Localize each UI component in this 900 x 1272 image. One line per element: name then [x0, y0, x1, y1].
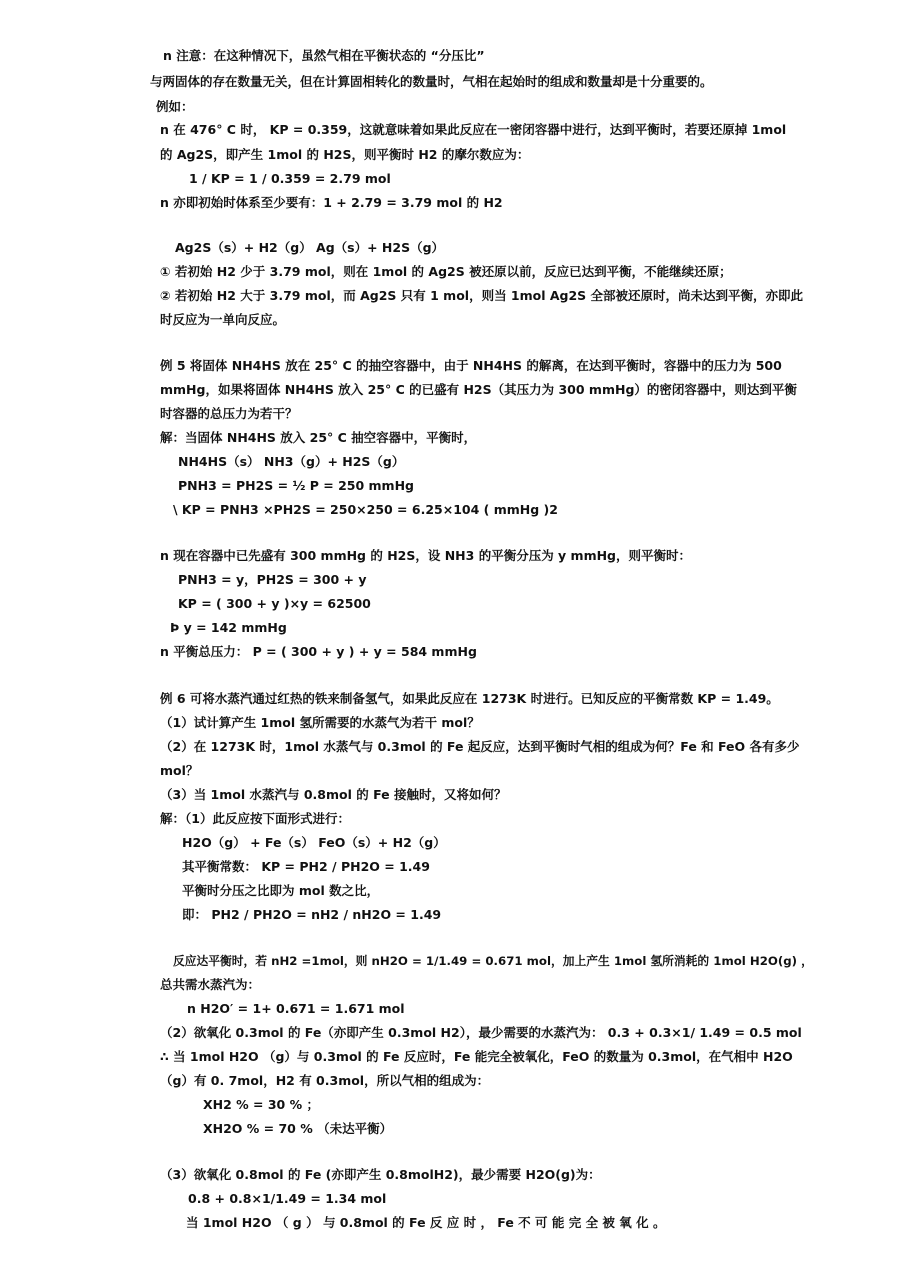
question-2-cont: mol？ [160, 763, 199, 778]
text-line: 总共需水蒸汽为： [160, 977, 261, 992]
example-5-line-1: 例 5 将固体 NH4HS 放在 25° C 的抽空容器中，由于 NH4HS 的解离，在达到平衡时，容器中的压力为 500 [160, 358, 782, 373]
text-line: 的 Ag2S，即产生 1mol 的 H2S，则平衡时 H2 的摩尔数应为： [160, 147, 530, 162]
reaction-equation: NH4HS（s） NH3（g）+ H2S（g） [178, 454, 405, 469]
question-1: （1）试计算产生 1mol 氢所需要的水蒸气为若干 mol？ [160, 715, 480, 730]
equation-line: PNH3 = y，PH2S = 300 + y [178, 572, 367, 587]
text-line-justified: 当 1mol H2O （ g ） 与 0.8mol 的 Fe 反 应 时 ， Fe 不 可 能 完 全 被 氧 化 。 [186, 1215, 666, 1230]
text-line: 平衡时分压之比即为 mol 数之比， [182, 883, 380, 898]
text-line: n 亦即初始时体系至少要有：1 + 2.79 = 3.79 mol 的 H2 [160, 195, 503, 210]
case-1-line: ① 若初始 H2 少于 3.79 mol，则在 1mol 的 Ag2S 被还原以前，反应已达到平衡，不能继续还原； [160, 264, 732, 279]
solution-line: 解：当固体 NH4HS 放入 25° C 抽空容器中，平衡时， [160, 430, 477, 445]
solution-line: 解：（1）此反应按下面形式进行： [160, 811, 350, 826]
equation-line: XH2 % = 30 % ； [203, 1097, 319, 1112]
equation-line: Þ y = 142 mmHg [170, 620, 287, 635]
case-2-line: ② 若初始 H2 大于 3.79 mol，而 Ag2S 只有 1 mol，则当 1mol Ag2S 全部被还原时，尚未达到平衡，亦即此 [160, 288, 804, 303]
equation-line: 其平衡常数： KP = PH2 / PH2O = 1.49 [182, 859, 430, 874]
equation-line: XH2O % = 70 % （未达平衡） [203, 1121, 393, 1136]
equation-line: 即： PH2 / PH2O = nH2 / nH2O = 1.49 [182, 907, 442, 922]
example-5-line-3: 时容器的总压力为若干？ [160, 406, 298, 421]
equation-line: \ KP = PNH3 ×PH2S = 250×250 = 6.25×104 ( mmHg )2 [173, 502, 558, 517]
question-2: （2）在 1273K 时，1mol 水蒸气与 0.3mol 的 Fe 起反应，达到平衡时气相的组成为何？Fe 和 FeO 各有多少 [160, 739, 800, 754]
note-line-1: n 注意：在这种情况下，虽然气相在平衡状态的 “分压比” [163, 48, 485, 63]
text-line: n 平衡总压力： P = ( 300 + y ) + y = 584 mmHg [160, 644, 477, 659]
answer-3-line: （3）欲氧化 0.8mol 的 Fe (亦即产生 0.8molH2)，最少需要 H2O(g)为： [160, 1167, 601, 1182]
text-line: n 现在容器中已先盛有 300 mmHg 的 H2S，设 NH3 的平衡分压为 y mmHg，则平衡时： [160, 548, 692, 563]
equation-line: 1 / KP = 1 / 0.359 = 2.79 mol [189, 171, 391, 186]
reaction-equation: Ag2S（s）+ H2（g） Ag（s）+ H2S（g） [175, 240, 445, 255]
text-line: （g）有 0. 7mol，H2 有 0.3mol，所以气相的组成为： [160, 1073, 490, 1088]
text-line: 反应达平衡时，若 nH2 =1mol，则 nH2O = 1/1.49 = 0.671 mol，加上产生 1mol 氢所消耗的 1mol H2O(g) ， [173, 954, 813, 968]
question-3: （3）当 1mol 水蒸汽与 0.8mol 的 Fe 接触时，又将如何？ [160, 787, 507, 802]
example-6-line-1: 例 6 可将水蒸汽通过红热的铁来制备氢气，如果此反应在 1273K 时进行。已知反应的平衡常数 KP = 1.49。 [160, 691, 779, 706]
example-5-line-2: mmHg，如果将固体 NH4HS 放入 25° C 的已盛有 H2S（其压力为 300 mmHg）的密闭容器中，则达到平衡 [160, 382, 797, 397]
equation-line: 0.8 + 0.8×1/1.49 = 1.34 mol [188, 1191, 387, 1206]
equation-line: PNH3 = PH2S = ½ P = 250 mmHg [178, 478, 414, 493]
example-heading: 例如： [156, 99, 194, 114]
note-line-2: 与两固体的存在数量无关，但在计算固相转化的数量时，气相在起始时的组成和数量却是十分重要的。 [150, 74, 713, 89]
case-2-line-cont: 时反应为一单向反应。 [160, 312, 286, 327]
text-line: n 在 476° C 时， KP = 0.359，这就意味着如果此反应在一密闭容器中进行，达到平衡时，若要还原掉 1mol [160, 122, 787, 137]
equation-line: KP = ( 300 + y )×y = 62500 [178, 596, 371, 611]
reaction-equation: H2O（g） + Fe（s） FeO（s）+ H2（g） [182, 835, 446, 850]
text-line: ∴ 当 1mol H2O （g）与 0.3mol 的 Fe 反应时，Fe 能完全被氧化，FeO 的数量为 0.3mol，在气相中 H2O [160, 1049, 793, 1064]
answer-2-line: （2）欲氧化 0.3mol 的 Fe（亦即产生 0.3mol H2），最少需要的水蒸汽为： 0.3 + 0.3×1/ 1.49 = 0.5 mol [160, 1025, 802, 1040]
equation-line: n H2O′ = 1+ 0.671 = 1.671 mol [187, 1001, 405, 1016]
